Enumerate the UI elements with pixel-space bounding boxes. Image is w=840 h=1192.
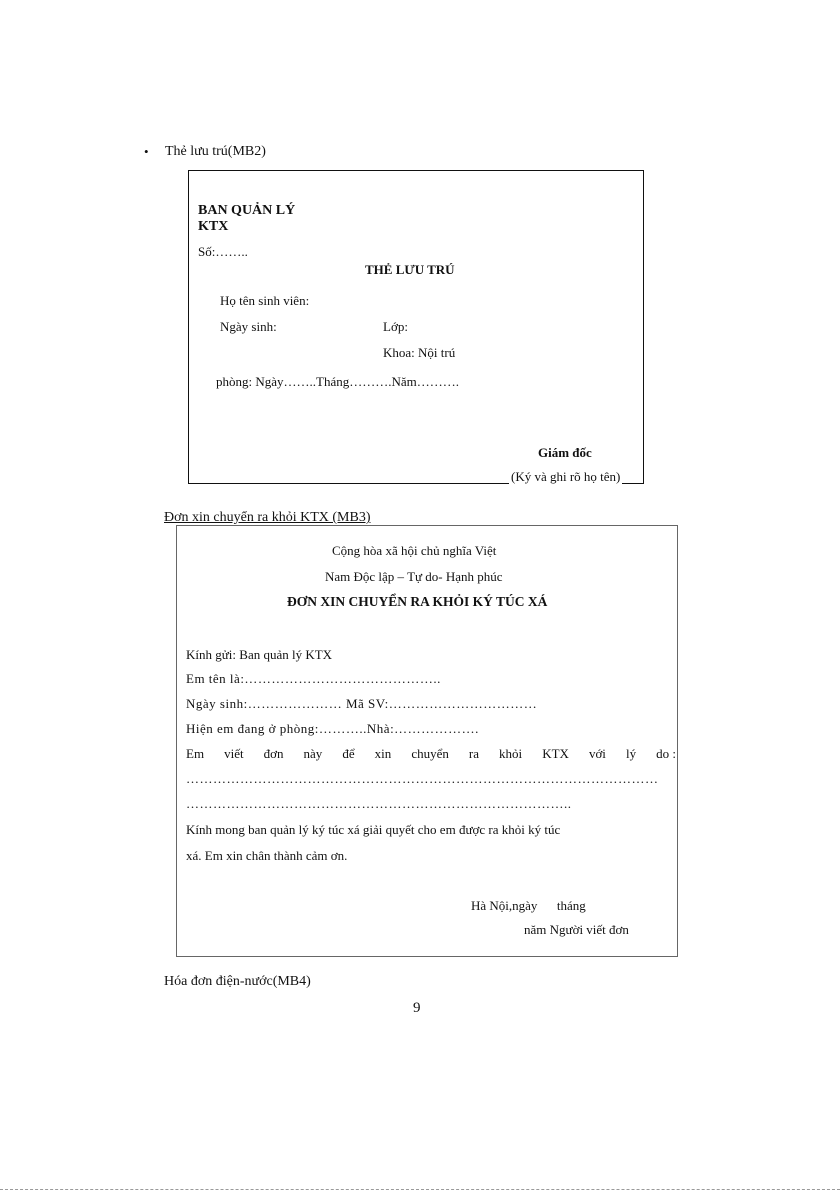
org-line2: KTX <box>198 219 229 234</box>
name-line: Em tên là:…………………………………….. <box>186 671 441 686</box>
reason-word: lý <box>625 746 637 761</box>
form-title: ĐƠN XIN CHUYỂN RA KHỎI KÝ TÚC XÁ <box>287 594 548 609</box>
page-number: 9 <box>413 1000 421 1016</box>
national-header-1: Cộng hòa xã hội chủ nghĩa Việt <box>332 543 497 558</box>
reason-word: Em <box>186 746 205 761</box>
page-edge <box>0 1189 840 1190</box>
reason-word: chuyển <box>411 746 449 761</box>
signature-note: (Ký và ghi rõ họ tên) <box>511 469 621 484</box>
reason-word: khỏi <box>499 746 523 761</box>
room-building-line: Hiện em đang ở phòng:………..Nhà:………………. <box>186 721 479 736</box>
reason-word: viết <box>224 746 244 761</box>
reason-word: do : <box>656 746 676 761</box>
faculty-label: Khoa: Nội trú <box>383 345 456 360</box>
residence-card <box>188 170 644 484</box>
class-label: Lớp: <box>383 319 408 334</box>
reason-word: ra <box>468 746 479 761</box>
year-signer: năm Người viết đơn <box>524 922 629 937</box>
national-header-2: Nam Độc lập – Tự do- Hạnh phúc <box>325 569 503 584</box>
org-line1: BAN QUẢN LÝ <box>198 203 296 218</box>
reason-word: đơn <box>263 746 284 761</box>
mb3-caption: Đơn xin chuyển ra khỏi KTX (MB3) <box>164 510 371 525</box>
director-label: Giám đốc <box>538 445 592 460</box>
reason-dots-2: ………………………………………………………………………….. <box>186 796 572 811</box>
dob-label: Ngày sinh: <box>220 319 277 334</box>
reason-dots-1: …………………………………………………………………………………………… <box>186 771 659 786</box>
reason-word: này <box>303 746 323 761</box>
reason-word: KTX <box>542 746 569 761</box>
closing-line-2: xá. Em xin chân thành cảm ơn. <box>186 848 348 863</box>
reason-line <box>186 746 676 762</box>
dob-student-id-line: Ngày sinh:………………… Mã SV:…………………………… <box>186 696 538 711</box>
application-form <box>176 525 678 957</box>
reason-word: với <box>588 746 606 761</box>
closing-line-1: Kính mong ban quản lý ký túc xá giải quyết cho em được ra khỏi ký túc <box>186 822 561 837</box>
card-number: Số:…….. <box>198 244 248 259</box>
place-date: Hà Nội,ngày tháng <box>471 898 586 913</box>
card-title: THẺ LƯU TRÚ <box>365 262 455 277</box>
reason-word: xin <box>374 746 392 761</box>
reason-word: để <box>342 746 355 761</box>
mb2-caption: Thẻ lưu trú(MB2) <box>165 144 266 159</box>
student-name-label: Họ tên sinh viên: <box>220 293 310 308</box>
room-date-line: phòng: Ngày……..Tháng……….Năm………. <box>216 374 460 389</box>
mb4-caption: Hóa đơn điện-nước(MB4) <box>164 974 311 989</box>
recipient-line: Kính gửi: Ban quản lý KTX <box>186 647 333 662</box>
bullet-icon: • <box>144 144 149 159</box>
